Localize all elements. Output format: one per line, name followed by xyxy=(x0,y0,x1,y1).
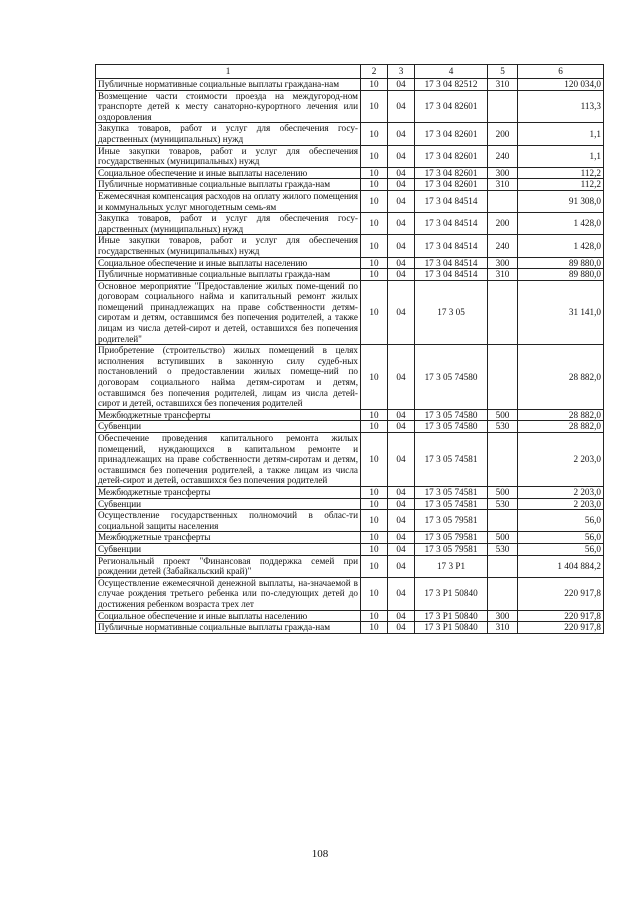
row-expense-type: 530 xyxy=(488,421,518,433)
row-expense-type: 500 xyxy=(488,486,518,498)
row-expense-type xyxy=(488,555,518,577)
row-expense-type: 240 xyxy=(488,235,518,257)
table-row xyxy=(96,257,604,269)
row-target-article: 17 3 05 74581 xyxy=(415,486,488,498)
row-amount: 1,1 xyxy=(518,145,604,167)
row-name: Межбюджетные трансферты xyxy=(96,532,361,544)
row-amount: 120 034,0 xyxy=(518,79,604,91)
table-row xyxy=(96,345,604,410)
table-row xyxy=(96,269,604,281)
row-amount: 112,2 xyxy=(518,179,604,191)
table-row xyxy=(96,79,604,91)
row-target-article: 17 3 P1 50840 xyxy=(415,577,488,610)
row-amount: 91 308,0 xyxy=(518,190,604,212)
row-subsection: 04 xyxy=(388,145,415,167)
table-row xyxy=(96,555,604,577)
table-row xyxy=(96,543,604,555)
row-expense-type: 530 xyxy=(488,543,518,555)
row-amount: 31 141,0 xyxy=(518,280,604,345)
row-name: Закупка товаров, работ и услуг для обеспечения госу-дарственных (муниципальных) нужд xyxy=(96,123,361,145)
row-name: Возмещение части стоимости проезда на междугород-ном транспорте детей к месту санаторно-курортного лечения или оздоровления xyxy=(96,90,361,123)
row-section: 10 xyxy=(361,433,388,487)
row-target-article: 17 3 P1 50840 xyxy=(415,610,488,622)
row-amount: 89 880,0 xyxy=(518,257,604,269)
row-target-article: 17 3 04 82512 xyxy=(415,79,488,91)
row-amount: 220 917,8 xyxy=(518,610,604,622)
row-subsection: 04 xyxy=(388,190,415,212)
row-target-article: 17 3 P1 xyxy=(415,555,488,577)
row-section: 10 xyxy=(361,213,388,235)
row-name: Осуществление ежемесячной денежной выплаты, на-значаемой в случае рождения третьего ребенка или по-следующих детей до достижения ребенком возраста трех лет xyxy=(96,577,361,610)
row-subsection: 04 xyxy=(388,179,415,191)
row-subsection: 04 xyxy=(388,622,415,634)
row-expense-type xyxy=(488,577,518,610)
row-name: Социальное обеспечение и иные выплаты населению xyxy=(96,610,361,622)
row-subsection: 04 xyxy=(388,486,415,498)
row-subsection: 04 xyxy=(388,421,415,433)
row-subsection: 04 xyxy=(388,269,415,281)
row-name: Публичные нормативные социальные выплаты граждана-нам xyxy=(96,79,361,91)
row-section: 10 xyxy=(361,90,388,123)
row-section: 10 xyxy=(361,145,388,167)
row-expense-type: 310 xyxy=(488,79,518,91)
row-section: 10 xyxy=(361,610,388,622)
header-col-5: 5 xyxy=(488,65,518,79)
row-amount: 113,3 xyxy=(518,90,604,123)
table-row xyxy=(96,498,604,510)
row-amount: 2 203,0 xyxy=(518,433,604,487)
row-expense-type: 200 xyxy=(488,213,518,235)
row-subsection: 04 xyxy=(388,532,415,544)
row-subsection: 04 xyxy=(388,345,415,410)
table-row xyxy=(96,90,604,123)
row-subsection: 04 xyxy=(388,257,415,269)
row-section: 10 xyxy=(361,498,388,510)
header-col-4: 4 xyxy=(415,65,488,79)
row-amount: 112,2 xyxy=(518,167,604,179)
row-amount: 2 203,0 xyxy=(518,498,604,510)
row-subsection: 04 xyxy=(388,610,415,622)
row-section: 10 xyxy=(361,555,388,577)
table-row xyxy=(96,622,604,634)
row-expense-type: 300 xyxy=(488,167,518,179)
row-expense-type xyxy=(488,90,518,123)
row-target-article: 17 3 04 82601 xyxy=(415,179,488,191)
row-section: 10 xyxy=(361,235,388,257)
row-target-article: 17 3 04 82601 xyxy=(415,167,488,179)
table-header-row xyxy=(96,65,604,79)
row-subsection: 04 xyxy=(388,167,415,179)
header-col-6: 6 xyxy=(518,65,604,79)
row-expense-type xyxy=(488,510,518,532)
row-expense-type: 300 xyxy=(488,257,518,269)
row-amount: 220 917,8 xyxy=(518,622,604,634)
row-target-article: 17 3 04 84514 xyxy=(415,257,488,269)
row-amount: 220 917,8 xyxy=(518,577,604,610)
table-row xyxy=(96,123,604,145)
row-amount: 1 428,0 xyxy=(518,213,604,235)
row-subsection: 04 xyxy=(388,79,415,91)
row-section: 10 xyxy=(361,179,388,191)
row-expense-type xyxy=(488,190,518,212)
row-target-article: 17 3 05 74580 xyxy=(415,345,488,410)
row-expense-type: 500 xyxy=(488,409,518,421)
row-subsection: 04 xyxy=(388,577,415,610)
header-col-1: 1 xyxy=(96,65,361,79)
header-col-2: 2 xyxy=(361,65,388,79)
row-expense-type: 500 xyxy=(488,532,518,544)
row-target-article: 17 3 05 74580 xyxy=(415,421,488,433)
row-target-article: 17 3 05 xyxy=(415,280,488,345)
row-target-article: 17 3 04 84514 xyxy=(415,213,488,235)
row-target-article: 17 3 P1 50840 xyxy=(415,622,488,634)
table-row xyxy=(96,577,604,610)
page-number: 108 xyxy=(311,848,329,860)
row-section: 10 xyxy=(361,543,388,555)
row-expense-type xyxy=(488,433,518,487)
row-name: Осуществление государственных полномочий в облас-ти социальной защиты населения xyxy=(96,510,361,532)
row-subsection: 04 xyxy=(388,409,415,421)
row-amount: 89 880,0 xyxy=(518,269,604,281)
row-expense-type: 200 xyxy=(488,123,518,145)
row-subsection: 04 xyxy=(388,123,415,145)
row-name: Приобретение (строительство) жилых помещений в целях исполнения вступивших в законную силу судеб-ных постановлений о предоставлении жилых помеще-ний по договорам социального найма детям-сиротам и детям, оставшимся без попечения родителей, лицам из числа детей-сирот и детей, оставшихся без попечения родителей xyxy=(96,345,361,410)
row-target-article: 17 3 05 79581 xyxy=(415,532,488,544)
row-section: 10 xyxy=(361,269,388,281)
table-row xyxy=(96,280,604,345)
row-name: Публичные нормативные социальные выплаты гражда-нам xyxy=(96,179,361,191)
row-section: 10 xyxy=(361,510,388,532)
table-row xyxy=(96,510,604,532)
row-target-article: 17 3 04 82601 xyxy=(415,123,488,145)
row-subsection: 04 xyxy=(388,555,415,577)
table-row xyxy=(96,190,604,212)
row-amount: 28 882,0 xyxy=(518,409,604,421)
row-subsection: 04 xyxy=(388,498,415,510)
row-section: 10 xyxy=(361,577,388,610)
row-expense-type: 310 xyxy=(488,179,518,191)
table-row xyxy=(96,179,604,191)
row-name: Социальное обеспечение и иные выплаты населению xyxy=(96,167,361,179)
table-row xyxy=(96,421,604,433)
row-amount: 1,1 xyxy=(518,123,604,145)
row-target-article: 17 3 05 79581 xyxy=(415,510,488,532)
row-target-article: 17 3 04 84514 xyxy=(415,269,488,281)
row-name: Региональный проект "Финансовая поддержка семей при рождении детей (Забайкальский край)" xyxy=(96,555,361,577)
row-name: Иные закупки товаров, работ и услуг для обеспечения государственных (муниципальных) нужд xyxy=(96,235,361,257)
row-section: 10 xyxy=(361,79,388,91)
row-section: 10 xyxy=(361,409,388,421)
row-subsection: 04 xyxy=(388,213,415,235)
row-name: Основное мероприятие "Предоставление жилых поме-щений по договорам социального найма и капитальный ремонт жилых помещений принадлежащих на праве собственности детям-сиротам и детям, оставшимся без попечения родителей, а также лицам из числа детей-сирот и детей, оставшихся без попечения родителей" xyxy=(96,280,361,345)
table-row xyxy=(96,409,604,421)
table-row xyxy=(96,532,604,544)
row-amount: 56,0 xyxy=(518,532,604,544)
row-name: Ежемесячная компенсация расходов на оплату жилого помещения и коммунальных услуг многодетным семь-ям xyxy=(96,190,361,212)
row-subsection: 04 xyxy=(388,280,415,345)
row-amount: 28 882,0 xyxy=(518,421,604,433)
row-expense-type: 310 xyxy=(488,269,518,281)
row-target-article: 17 3 05 74580 xyxy=(415,409,488,421)
budget-table xyxy=(95,64,604,634)
row-section: 10 xyxy=(361,421,388,433)
row-section: 10 xyxy=(361,123,388,145)
row-amount: 2 203,0 xyxy=(518,486,604,498)
row-section: 10 xyxy=(361,280,388,345)
row-section: 10 xyxy=(361,167,388,179)
row-name: Субвенции xyxy=(96,421,361,433)
row-amount: 56,0 xyxy=(518,543,604,555)
row-subsection: 04 xyxy=(388,90,415,123)
row-amount: 28 882,0 xyxy=(518,345,604,410)
table-row xyxy=(96,486,604,498)
row-target-article: 17 3 05 79581 xyxy=(415,543,488,555)
row-section: 10 xyxy=(361,345,388,410)
row-subsection: 04 xyxy=(388,235,415,257)
table-body xyxy=(96,79,604,634)
row-name: Субвенции xyxy=(96,543,361,555)
row-name: Публичные нормативные социальные выплаты гражда-нам xyxy=(96,622,361,634)
row-expense-type: 310 xyxy=(488,622,518,634)
row-section: 10 xyxy=(361,486,388,498)
row-section: 10 xyxy=(361,190,388,212)
row-target-article: 17 3 04 82601 xyxy=(415,145,488,167)
table-row xyxy=(96,213,604,235)
row-target-article: 17 3 05 74581 xyxy=(415,433,488,487)
row-target-article: 17 3 04 84514 xyxy=(415,190,488,212)
row-name: Обеспечение проведения капитального ремонта жилых помещений, нуждающихся в капитальном ремонте и принадлежащих на праве собственности детям-сиротам и детям, оставшимся без попечения родителей, а также лицам из числа детей-сирот и детей, оставшихся без попечения родителей xyxy=(96,433,361,487)
row-section: 10 xyxy=(361,622,388,634)
row-section: 10 xyxy=(361,257,388,269)
row-subsection: 04 xyxy=(388,543,415,555)
row-name: Иные закупки товаров, работ и услуг для обеспечения государственных (муниципальных) нужд xyxy=(96,145,361,167)
row-target-article: 17 3 04 82601 xyxy=(415,90,488,123)
row-expense-type xyxy=(488,345,518,410)
table-row xyxy=(96,145,604,167)
row-target-article: 17 3 04 84514 xyxy=(415,235,488,257)
row-expense-type xyxy=(488,280,518,345)
row-section: 10 xyxy=(361,532,388,544)
table-row xyxy=(96,167,604,179)
row-name: Межбюджетные трансферты xyxy=(96,409,361,421)
table-row xyxy=(96,235,604,257)
table-row xyxy=(96,433,604,487)
row-subsection: 04 xyxy=(388,510,415,532)
row-subsection: 04 xyxy=(388,433,415,487)
row-amount: 56,0 xyxy=(518,510,604,532)
row-amount: 1 428,0 xyxy=(518,235,604,257)
row-name: Закупка товаров, работ и услуг для обеспечения госу-дарственных (муниципальных) нужд xyxy=(96,213,361,235)
row-expense-type: 240 xyxy=(488,145,518,167)
row-amount: 1 404 884,2 xyxy=(518,555,604,577)
row-target-article: 17 3 05 74581 xyxy=(415,498,488,510)
row-name: Социальное обеспечение и иные выплаты населению xyxy=(96,257,361,269)
table-row xyxy=(96,610,604,622)
row-name: Публичные нормативные социальные выплаты гражда-нам xyxy=(96,269,361,281)
header-col-3: 3 xyxy=(388,65,415,79)
row-expense-type: 300 xyxy=(488,610,518,622)
row-name: Субвенции xyxy=(96,498,361,510)
row-expense-type: 530 xyxy=(488,498,518,510)
row-name: Межбюджетные трансферты xyxy=(96,486,361,498)
